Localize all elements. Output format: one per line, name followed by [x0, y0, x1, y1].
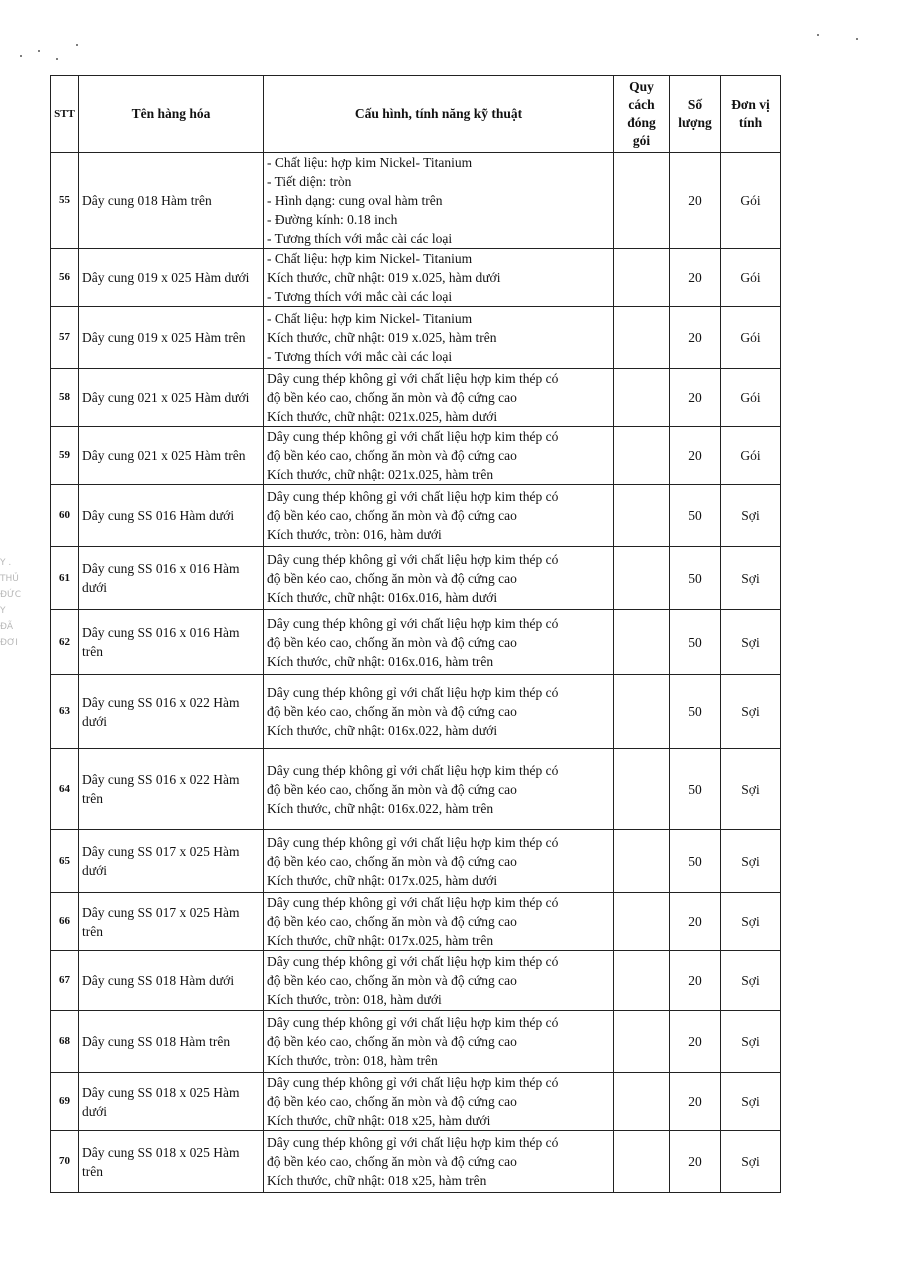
row-name: Dây cung 018 Hàm trên — [79, 153, 264, 249]
row-stt: 67 — [51, 951, 79, 1011]
row-packing — [614, 610, 670, 675]
table-row — [51, 675, 781, 749]
row-qty: 20 — [670, 1073, 721, 1131]
row-name: Dây cung SS 016 x 022 Hàm dưới — [79, 675, 264, 749]
row-packing — [614, 485, 670, 547]
row-unit: Sợi — [721, 749, 781, 830]
spec-line: Dây cung thép không gỉ với chất liệu hợp kim thép có — [267, 762, 559, 778]
row-name: Dây cung SS 016 x 016 Hàm dưới — [79, 547, 264, 610]
row-packing — [614, 1073, 670, 1131]
spec-line: độ bền kéo cao, chống ăn mòn và độ cứng cao — [267, 1034, 517, 1049]
header-spec: Cấu hình, tính năng kỹ thuật — [264, 76, 614, 153]
spec-line: Dây cung thép không gỉ với chất liệu hợp kim thép có — [267, 685, 559, 700]
row-name: Dây cung SS 016 x 022 Hàm trên — [79, 749, 264, 830]
row-spec — [264, 427, 614, 485]
spec-line: Kích thước, chữ nhật: 021x.025, hàm trên — [267, 467, 494, 482]
row-stt: 57 — [51, 307, 79, 369]
row-stt: 63 — [51, 675, 79, 749]
row-packing — [614, 749, 670, 830]
spec-line: Kích thước, tròn: 016, hàm dưới — [267, 527, 442, 542]
row-spec — [264, 485, 614, 547]
row-qty: 20 — [670, 427, 721, 485]
spec-line: Dây cung thép không gỉ với chất liệu hợp kim thép có — [267, 429, 559, 444]
spec-line: Kích thước, chữ nhật: 016x.016, hàm dưới — [267, 589, 498, 605]
row-spec — [264, 547, 614, 610]
spec-line: Kích thước, chữ nhật: 018 x25, hàm trên — [267, 1173, 487, 1188]
row-qty: 20 — [670, 1131, 721, 1193]
row-stt: 64 — [51, 749, 79, 830]
table-row — [51, 1073, 781, 1131]
row-qty: 50 — [670, 749, 721, 830]
header-packing: Quy cách đóng gói — [614, 76, 670, 153]
row-stt: 59 — [51, 427, 79, 485]
row-qty: 50 — [670, 547, 721, 610]
row-spec — [264, 369, 614, 427]
spec-line: độ bền kéo cao, chống ăn mòn và độ cứng cao — [267, 1154, 517, 1169]
spec-line: độ bền kéo cao, chống ăn mòn và độ cứng cao — [267, 570, 517, 586]
spec-line: Kích thước, chữ nhật: 019 x.025, hàm trên — [267, 330, 497, 345]
row-qty: 20 — [670, 153, 721, 249]
spec-line: độ bền kéo cao, chống ăn mòn và độ cứng cao — [267, 973, 517, 988]
row-qty: 20 — [670, 369, 721, 427]
row-stt: 66 — [51, 893, 79, 951]
row-stt: 68 — [51, 1011, 79, 1073]
row-packing — [614, 675, 670, 749]
row-spec — [264, 893, 614, 951]
row-qty: 20 — [670, 249, 721, 307]
spec-line: Dây cung thép không gỉ với chất liệu hợp kim thép có — [267, 1015, 559, 1030]
row-unit: Sợi — [721, 893, 781, 951]
spec-line: Kích thước, chữ nhật: 018 x25, hàm dưới — [267, 1113, 491, 1128]
table-row — [51, 1131, 781, 1193]
row-name: Dây cung SS 017 x 025 Hàm dưới — [79, 830, 264, 893]
row-name: Dây cung 021 x 025 Hàm trên — [79, 427, 264, 485]
spec-line: Kích thước, chữ nhật: 017x.025, hàm trên — [267, 933, 494, 948]
spec-line: Kích thước, chữ nhật: 016x.016, hàm trên — [267, 653, 494, 669]
row-packing — [614, 830, 670, 893]
row-spec — [264, 153, 614, 249]
row-stt: 69 — [51, 1073, 79, 1131]
row-stt: 62 — [51, 610, 79, 675]
spec-line: Kích thước, tròn: 018, hàm dưới — [267, 992, 442, 1007]
row-qty: 20 — [670, 1011, 721, 1073]
spec-line: - Chất liệu: hợp kim Nickel- Titanium — [267, 311, 473, 326]
spec-line: Kích thước, chữ nhật: 016x.022, hàm trên — [267, 800, 494, 816]
table-row — [51, 249, 781, 307]
row-packing — [614, 893, 670, 951]
row-unit: Sợi — [721, 610, 781, 675]
row-stt: 55 — [51, 153, 79, 249]
table-row — [51, 153, 781, 249]
header-unit: Đơn vị tính — [721, 76, 781, 153]
row-unit: Gói — [721, 249, 781, 307]
row-packing — [614, 427, 670, 485]
spec-line: - Tương thích với mắc cài các loại — [267, 349, 453, 364]
table-row — [51, 610, 781, 675]
row-unit: Gói — [721, 307, 781, 369]
table-row — [51, 749, 781, 830]
row-stt: 56 — [51, 249, 79, 307]
row-spec — [264, 830, 614, 893]
margin-stamp-remnant: Y . THỦ ĐỨC Y ĐÃ ĐƠI — [0, 558, 21, 648]
row-stt: 70 — [51, 1131, 79, 1193]
table-row — [51, 830, 781, 893]
row-spec — [264, 749, 614, 830]
table-row — [51, 307, 781, 369]
spec-line: Kích thước, tròn: 018, hàm trên — [267, 1053, 438, 1068]
row-packing — [614, 249, 670, 307]
spec-line: Dây cung thép không gỉ với chất liệu hợp kim thép có — [267, 489, 559, 504]
row-name: Dây cung SS 018 Hàm trên — [79, 1011, 264, 1073]
row-unit: Gói — [721, 427, 781, 485]
row-qty: 20 — [670, 951, 721, 1011]
row-unit: Gói — [721, 369, 781, 427]
spec-line: Kích thước, chữ nhật: 017x.025, hàm dưới — [267, 872, 498, 888]
spec-line: - Chất liệu: hợp kim Nickel- Titanium — [267, 155, 473, 170]
row-packing — [614, 547, 670, 610]
spec-line: độ bền kéo cao, chống ăn mòn và độ cứng cao — [267, 914, 517, 929]
spec-line: Dây cung thép không gỉ với chất liệu hợp kim thép có — [267, 1075, 559, 1090]
row-packing — [614, 1131, 670, 1193]
row-qty: 50 — [670, 675, 721, 749]
row-name: Dây cung 019 x 025 Hàm trên — [79, 307, 264, 369]
row-qty: 50 — [670, 485, 721, 547]
goods-table — [50, 75, 781, 1193]
spec-line: Dây cung thép không gỉ với chất liệu hợp kim thép có — [267, 371, 559, 386]
spec-line: độ bền kéo cao, chống ăn mòn và độ cứng cao — [267, 634, 517, 650]
row-qty: 50 — [670, 830, 721, 893]
row-name: Dây cung SS 018 Hàm dưới — [79, 951, 264, 1011]
row-packing — [614, 369, 670, 427]
row-name: Dây cung 019 x 025 Hàm dưới — [79, 249, 264, 307]
header-qty: Số lượng — [670, 76, 721, 153]
table-row — [51, 1011, 781, 1073]
spec-line: Dây cung thép không gỉ với chất liệu hợp kim thép có — [267, 551, 559, 567]
spec-line: - Tương thích với mắc cài các loại — [267, 231, 453, 246]
row-name: Dây cung SS 016 x 016 Hàm trên — [79, 610, 264, 675]
row-name: Dây cung SS 018 x 025 Hàm trên — [79, 1131, 264, 1193]
row-qty: 20 — [670, 307, 721, 369]
row-spec — [264, 1073, 614, 1131]
row-unit: Sợi — [721, 1073, 781, 1131]
spec-line: Kích thước, chữ nhật: 021x.025, hàm dưới — [267, 409, 498, 424]
row-spec — [264, 951, 614, 1011]
row-unit: Sợi — [721, 547, 781, 610]
table-row — [51, 485, 781, 547]
spec-line: độ bền kéo cao, chống ăn mòn và độ cứng cao — [267, 390, 517, 405]
spec-line: độ bền kéo cao, chống ăn mòn và độ cứng cao — [267, 853, 517, 869]
row-unit: Sợi — [721, 951, 781, 1011]
row-unit: Sợi — [721, 675, 781, 749]
table-row — [51, 893, 781, 951]
row-stt: 60 — [51, 485, 79, 547]
row-packing — [614, 153, 670, 249]
row-name: Dây cung SS 017 x 025 Hàm trên — [79, 893, 264, 951]
row-stt: 61 — [51, 547, 79, 610]
spec-line: - Tương thích với mắc cài các loại — [267, 289, 453, 304]
row-spec — [264, 249, 614, 307]
spec-line: Dây cung thép không gỉ với chất liệu hợp kim thép có — [267, 834, 559, 850]
row-unit: Sợi — [721, 830, 781, 893]
spec-line: độ bền kéo cao, chống ăn mòn và độ cứng cao — [267, 508, 517, 523]
row-spec — [264, 1011, 614, 1073]
spec-line: độ bền kéo cao, chống ăn mòn và độ cứng cao — [267, 781, 517, 797]
row-stt: 65 — [51, 830, 79, 893]
table-row — [51, 547, 781, 610]
spec-line: - Tiết diện: tròn — [267, 174, 352, 189]
row-spec — [264, 610, 614, 675]
row-packing — [614, 307, 670, 369]
spec-line: Dây cung thép không gỉ với chất liệu hợp kim thép có — [267, 895, 559, 910]
spec-line: độ bền kéo cao, chống ăn mòn và độ cứng cao — [267, 704, 517, 719]
row-spec — [264, 675, 614, 749]
spec-line: - Đường kính: 0.18 inch — [267, 212, 398, 227]
row-name: Dây cung SS 016 Hàm dưới — [79, 485, 264, 547]
row-qty: 20 — [670, 893, 721, 951]
spec-line: Kích thước, chữ nhật: 016x.022, hàm dưới — [267, 723, 498, 738]
row-spec — [264, 307, 614, 369]
header-name: Tên hàng hóa — [79, 76, 264, 153]
table-header-row — [51, 76, 781, 153]
row-unit: Sợi — [721, 1131, 781, 1193]
table-row — [51, 951, 781, 1011]
row-name: Dây cung 021 x 025 Hàm dưới — [79, 369, 264, 427]
spec-line: độ bền kéo cao, chống ăn mòn và độ cứng cao — [267, 1094, 517, 1109]
row-unit: Gói — [721, 153, 781, 249]
table-row — [51, 427, 781, 485]
row-spec — [264, 1131, 614, 1193]
row-qty: 50 — [670, 610, 721, 675]
row-stt: 58 — [51, 369, 79, 427]
header-stt: STT — [51, 76, 79, 153]
spec-line: Dây cung thép không gỉ với chất liệu hợp kim thép có — [267, 615, 559, 631]
spec-line: Kích thước, chữ nhật: 019 x.025, hàm dưới — [267, 270, 501, 285]
spec-line: - Chất liệu: hợp kim Nickel- Titanium — [267, 251, 473, 266]
spec-line: Dây cung thép không gỉ với chất liệu hợp kim thép có — [267, 1135, 559, 1150]
row-packing — [614, 1011, 670, 1073]
row-name: Dây cung SS 018 x 025 Hàm dưới — [79, 1073, 264, 1131]
row-unit: Sợi — [721, 1011, 781, 1073]
spec-line: độ bền kéo cao, chống ăn mòn và độ cứng cao — [267, 448, 517, 463]
row-packing — [614, 951, 670, 1011]
spec-line: - Hình dạng: cung oval hàm trên — [267, 193, 443, 208]
table-row — [51, 369, 781, 427]
spec-line: Dây cung thép không gỉ với chất liệu hợp kim thép có — [267, 954, 559, 969]
row-unit: Sợi — [721, 485, 781, 547]
